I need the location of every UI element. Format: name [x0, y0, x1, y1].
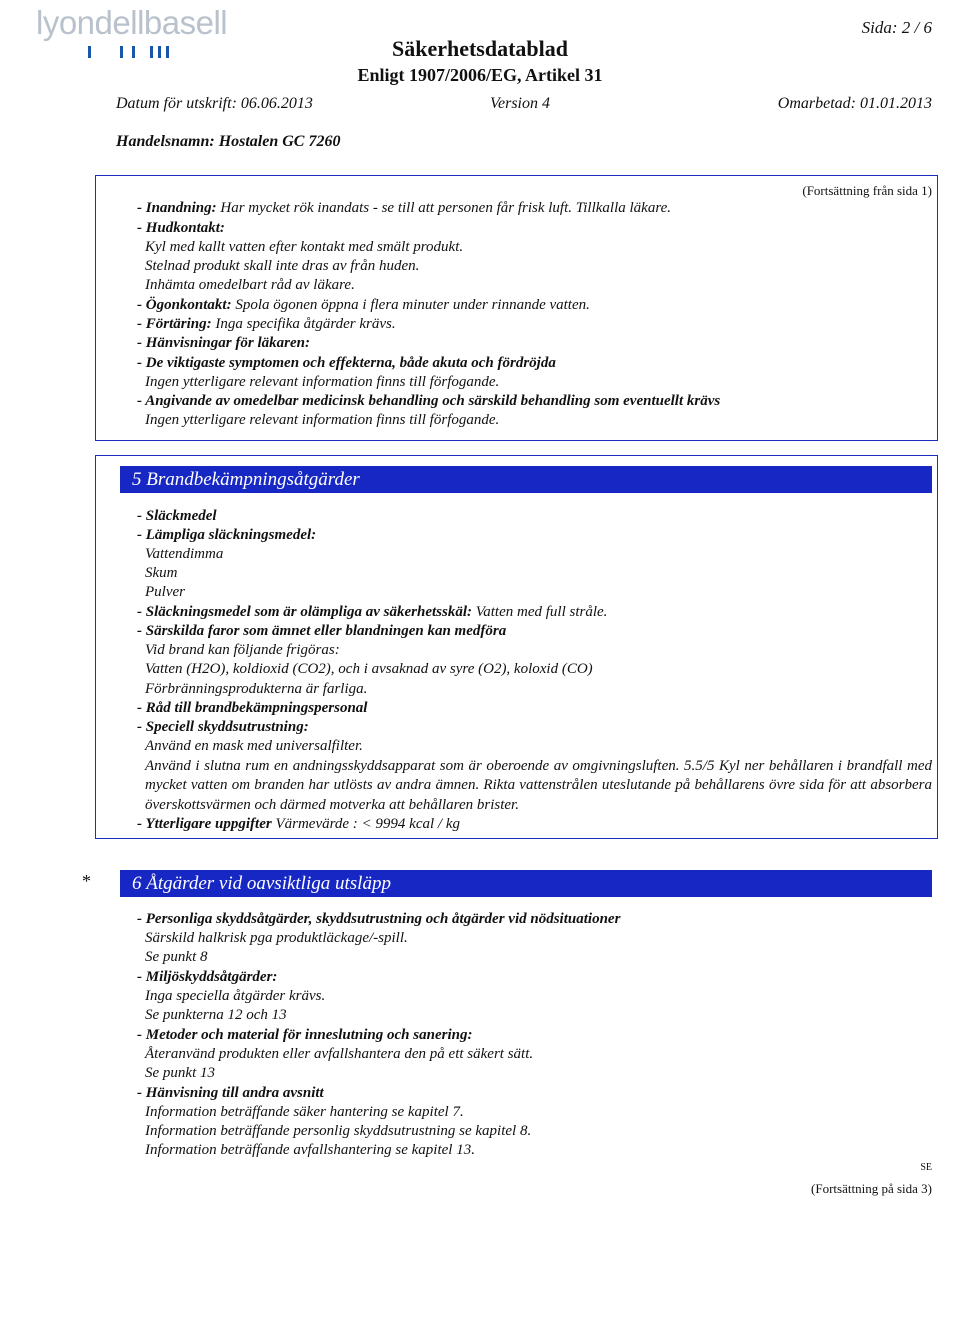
unsuitable-media-text: Vatten med full stråle. — [472, 604, 608, 620]
special-hazards-text-3: Förbränningsprodukterna är farliga. — [145, 681, 368, 697]
treatment-label: - Angivande av omedelbar medicinsk behandling och särskild behandling som eventuellt krävs — [137, 393, 721, 409]
additional-info-line — [137, 815, 460, 834]
ingestion-text: Inga specifika åtgärder krävs. — [211, 316, 396, 332]
containment-methods-text-1: Återanvänd produkten eller avfallshantera den på ett säkert sätt. — [145, 1046, 534, 1062]
other-sections-text-2: Information beträffande personlig skyddsutrustning se kapitel 8. — [145, 1123, 532, 1139]
other-sections-label: - Hänvisning till andra avsnitt — [137, 1085, 324, 1101]
personal-precautions-text-2: Se punkt 8 — [145, 949, 208, 965]
skin-contact-text-3: Inhämta omedelbart råd av läkare. — [145, 277, 355, 293]
symptoms-text: Ingen ytterligare relevant information finns till förfogande. — [145, 374, 500, 390]
environmental-precautions-label: - Miljöskyddsåtgärder: — [137, 969, 278, 985]
special-hazards-text-1: Vid brand kan följande frigöras: — [145, 642, 340, 658]
inhalation-line — [137, 199, 671, 218]
document-title: Säkerhetsdatablad — [391, 36, 569, 61]
skin-contact-text-1: Kyl med kallt vatten efter kontakt med smält produkt. — [145, 239, 464, 255]
inhalation-text: Har mycket rök inandats - se till att personen får frisk luft. Tillkalla läkare. — [216, 200, 672, 216]
containment-methods-text-2: Se punkt 13 — [145, 1065, 215, 1081]
page-number: Sida: 2 / 6 — [861, 18, 932, 37]
unsuitable-media-line — [137, 603, 607, 622]
personal-precautions-text-1: Särskild halkrisk pga produktläckage/-spill. — [145, 930, 408, 946]
environmental-precautions-text-2: Se punkterna 12 och 13 — [145, 1007, 287, 1023]
version: Version 4 — [490, 95, 550, 112]
physician-notes-label: - Hänvisningar för läkaren: — [137, 335, 310, 351]
skin-contact-label: - Hudkontakt: — [137, 220, 225, 236]
other-sections-text-3: Information beträffande avfallshantering se kapitel 13. — [145, 1142, 475, 1158]
firefighter-advice-label: - Råd till brandbekämpningspersonal — [137, 700, 368, 716]
protective-equipment-text-2: Använd i slutna rum en andningsskyddsapparat som är oberoende av omgivningsluften. 5.5/5 Kyl ner behållaren i brandfall med mycket vatten om branden har utlösts av andra ämnen. Rikta vattenstrålen uteslutande på behållarens övre sida för att absorbera överskottsvärmen och därmed motverka att behållaren brister. — [145, 758, 932, 813]
continued-from-note: (Fortsättning från sida 1) — [802, 183, 932, 198]
ingestion-line — [137, 315, 396, 334]
logo-wordmark: lyondellbasell — [36, 4, 228, 41]
additional-info-text: Värmevärde : < 9994 kcal / kg — [271, 816, 460, 832]
eye-contact-text: Spola ögonen öppna i flera minuter under rinnande vatten. — [231, 297, 590, 313]
special-hazards-text-2: Vatten (H2O), koldioxid (CO2), och i avsaknad av syre (O2), koloxid (CO) — [145, 661, 593, 677]
continued-on-note: (Fortsättning på sida 3) — [811, 1181, 932, 1196]
section-5-heading: 5 Brandbekämpningsåtgärder — [120, 466, 932, 493]
ingestion-label: - Förtäring: — [137, 316, 212, 332]
symptoms-label: - De viktigaste symptomen och effekterna, både akuta och fördröjda — [137, 355, 556, 371]
personal-precautions-label: - Personliga skyddsåtgärder, skyddsutrustning och åtgärder vid nödsituationer — [137, 911, 621, 927]
containment-methods-label: - Metoder och material för inneslutning och sanering: — [137, 1027, 473, 1043]
revised-date: Omarbetad: 01.01.2013 — [777, 95, 932, 112]
language-code: SE — [920, 1162, 932, 1173]
media-water-mist: Vattendimma — [145, 546, 224, 562]
treatment-text: Ingen ytterligare relevant information finns till förfogande. — [145, 412, 500, 428]
inhalation-label: - Inandning: — [137, 200, 217, 216]
special-hazards-label: - Särskilda faror som ämnet eller blandningen kan medföra — [137, 623, 507, 639]
trade-name: Handelsnamn: Hostalen GC 7260 — [116, 133, 341, 150]
unsuitable-media-label: - Släckningsmedel som är olämpliga av säkerhetsskäl: — [137, 604, 473, 620]
print-date: Datum för utskrift: 06.06.2013 — [116, 95, 313, 112]
media-foam: Skum — [145, 565, 178, 581]
extinguishing-media-label: - Släckmedel — [137, 508, 217, 524]
protective-equipment-text-1: Använd en mask med universalfilter. — [145, 738, 363, 754]
eye-contact-label: - Ögonkontakt: — [137, 297, 232, 313]
additional-info-label: - Ytterligare uppgifter — [137, 816, 272, 832]
eye-contact-line — [137, 296, 590, 315]
revision-star-marker: * — [82, 871, 91, 891]
other-sections-text-1: Information beträffande säker hantering se kapitel 7. — [145, 1104, 464, 1120]
section-6-heading: 6 Åtgärder vid oavsiktliga utsläpp — [120, 870, 932, 897]
document-subtitle: Enligt 1907/2006/EG, Artikel 31 — [357, 65, 603, 85]
media-powder: Pulver — [145, 584, 185, 600]
environmental-precautions-text-1: Inga speciella åtgärder krävs. — [145, 988, 326, 1004]
suitable-media-label: - Lämpliga släckningsmedel: — [137, 527, 317, 543]
protective-equipment-label: - Speciell skyddsutrustning: — [137, 719, 309, 735]
skin-contact-text-2: Stelnad produkt skall inte dras av från huden. — [145, 258, 420, 274]
